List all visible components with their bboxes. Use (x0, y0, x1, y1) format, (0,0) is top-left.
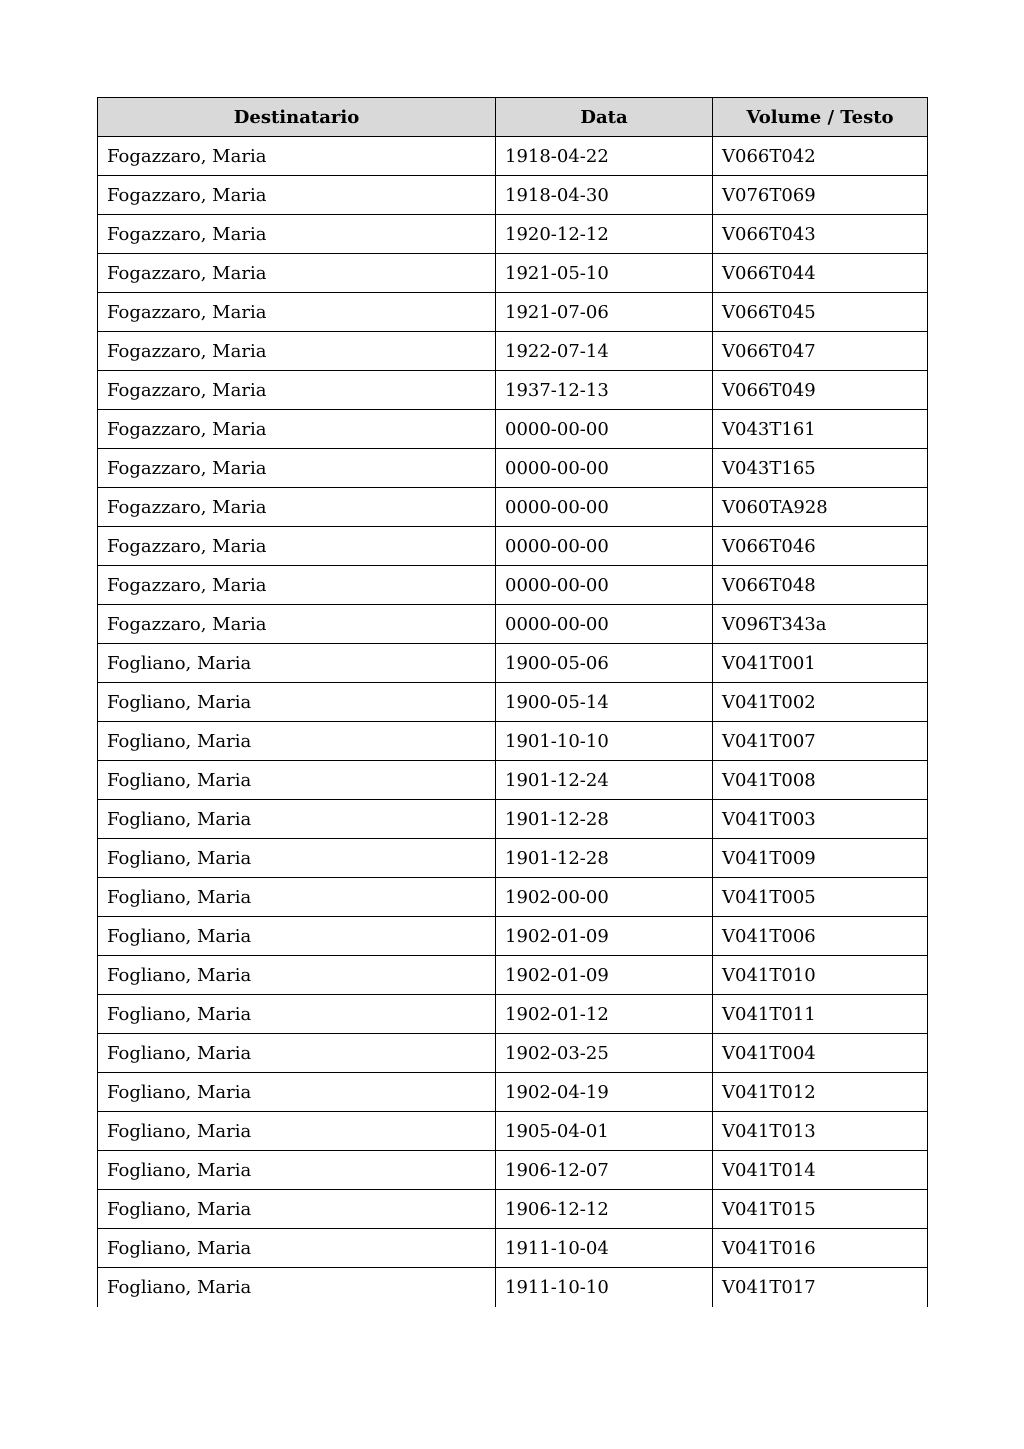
data-cell: 1902-01-09 (496, 956, 713, 995)
destinatario-cell: Fogliano, Maria (98, 917, 496, 956)
table-row (98, 176, 928, 215)
destinatario-cell: Fogliano, Maria (98, 1151, 496, 1190)
data-cell: 1922-07-14 (496, 332, 713, 371)
table-header (98, 98, 928, 137)
volume-testo-cell: V066T044 (713, 254, 928, 293)
destinatario-cell: Fogazzaro, Maria (98, 566, 496, 605)
volume-testo-cell: V041T014 (713, 1151, 928, 1190)
volume-testo-cell: V066T043 (713, 215, 928, 254)
letters-index-table-wrapper (97, 97, 927, 1307)
volume-testo-cell: V041T006 (713, 917, 928, 956)
data-cell: 1918-04-22 (496, 137, 713, 176)
destinatario-cell: Fogazzaro, Maria (98, 605, 496, 644)
volume-testo-cell: V066T045 (713, 293, 928, 332)
volume-testo-cell: V066T048 (713, 566, 928, 605)
destinatario-cell: Fogazzaro, Maria (98, 410, 496, 449)
data-cell: 1911-10-10 (496, 1268, 713, 1307)
volume-testo-cell: V043T161 (713, 410, 928, 449)
table-row (98, 332, 928, 371)
volume-testo-cell: V041T013 (713, 1112, 928, 1151)
destinatario-cell: Fogliano, Maria (98, 956, 496, 995)
table-row (98, 410, 928, 449)
destinatario-cell: Fogliano, Maria (98, 839, 496, 878)
table-body (98, 137, 928, 1307)
data-cell: 1902-04-19 (496, 1073, 713, 1112)
volume-testo-cell: V041T009 (713, 839, 928, 878)
table-row (98, 1190, 928, 1229)
volume-testo-cell: V041T004 (713, 1034, 928, 1073)
data-cell: 0000-00-00 (496, 527, 713, 566)
column-header-data: Data (496, 98, 713, 137)
data-cell: 1902-01-12 (496, 995, 713, 1034)
data-cell: 1906-12-12 (496, 1190, 713, 1229)
data-cell: 0000-00-00 (496, 566, 713, 605)
destinatario-cell: Fogliano, Maria (98, 683, 496, 722)
data-cell: 1901-12-24 (496, 761, 713, 800)
header-row (98, 98, 928, 137)
data-cell: 1920-12-12 (496, 215, 713, 254)
volume-testo-cell: V041T011 (713, 995, 928, 1034)
table-row (98, 1073, 928, 1112)
data-cell: 0000-00-00 (496, 488, 713, 527)
data-cell: 1937-12-13 (496, 371, 713, 410)
data-cell: 1902-00-00 (496, 878, 713, 917)
data-cell: 1901-12-28 (496, 800, 713, 839)
volume-testo-cell: V066T046 (713, 527, 928, 566)
data-cell: 1918-04-30 (496, 176, 713, 215)
column-header-destinatario: Destinatario (98, 98, 496, 137)
data-cell: 1902-03-25 (496, 1034, 713, 1073)
destinatario-cell: Fogliano, Maria (98, 1034, 496, 1073)
destinatario-cell: Fogazzaro, Maria (98, 176, 496, 215)
volume-testo-cell: V041T015 (713, 1190, 928, 1229)
volume-testo-cell: V041T002 (713, 683, 928, 722)
table-row (98, 1112, 928, 1151)
data-cell: 1901-10-10 (496, 722, 713, 761)
data-cell: 0000-00-00 (496, 410, 713, 449)
destinatario-cell: Fogazzaro, Maria (98, 254, 496, 293)
table-row (98, 839, 928, 878)
data-cell: 1906-12-07 (496, 1151, 713, 1190)
destinatario-cell: Fogliano, Maria (98, 1190, 496, 1229)
data-cell: 1901-12-28 (496, 839, 713, 878)
table-row (98, 488, 928, 527)
table-row (98, 1229, 928, 1268)
destinatario-cell: Fogliano, Maria (98, 644, 496, 683)
destinatario-cell: Fogliano, Maria (98, 1112, 496, 1151)
data-cell: 0000-00-00 (496, 605, 713, 644)
volume-testo-cell: V041T017 (713, 1268, 928, 1307)
volume-testo-cell: V041T012 (713, 1073, 928, 1112)
volume-testo-cell: V041T001 (713, 644, 928, 683)
destinatario-cell: Fogliano, Maria (98, 761, 496, 800)
destinatario-cell: Fogliano, Maria (98, 1268, 496, 1307)
data-cell: 1902-01-09 (496, 917, 713, 956)
data-cell: 1900-05-06 (496, 644, 713, 683)
destinatario-cell: Fogazzaro, Maria (98, 488, 496, 527)
data-cell: 1921-05-10 (496, 254, 713, 293)
table-row (98, 137, 928, 176)
table-row (98, 956, 928, 995)
table-row (98, 878, 928, 917)
table-row (98, 566, 928, 605)
volume-testo-cell: V076T069 (713, 176, 928, 215)
table-row (98, 800, 928, 839)
destinatario-cell: Fogliano, Maria (98, 1073, 496, 1112)
table-row (98, 371, 928, 410)
volume-testo-cell: V041T008 (713, 761, 928, 800)
volume-testo-cell: V066T042 (713, 137, 928, 176)
table-row (98, 683, 928, 722)
table-row (98, 1151, 928, 1190)
volume-testo-cell: V041T003 (713, 800, 928, 839)
destinatario-cell: Fogazzaro, Maria (98, 371, 496, 410)
table-row (98, 1034, 928, 1073)
volume-testo-cell: V066T047 (713, 332, 928, 371)
destinatario-cell: Fogliano, Maria (98, 878, 496, 917)
table-row (98, 761, 928, 800)
data-cell: 1911-10-04 (496, 1229, 713, 1268)
table-row (98, 644, 928, 683)
data-cell: 1905-04-01 (496, 1112, 713, 1151)
data-cell: 1900-05-14 (496, 683, 713, 722)
data-cell: 1921-07-06 (496, 293, 713, 332)
destinatario-cell: Fogazzaro, Maria (98, 137, 496, 176)
table-row (98, 215, 928, 254)
table-row (98, 293, 928, 332)
volume-testo-cell: V066T049 (713, 371, 928, 410)
table-row (98, 917, 928, 956)
destinatario-cell: Fogazzaro, Maria (98, 449, 496, 488)
volume-testo-cell: V041T007 (713, 722, 928, 761)
data-cell: 0000-00-00 (496, 449, 713, 488)
destinatario-cell: Fogliano, Maria (98, 1229, 496, 1268)
table-row (98, 254, 928, 293)
destinatario-cell: Fogliano, Maria (98, 800, 496, 839)
table-row (98, 722, 928, 761)
volume-testo-cell: V041T005 (713, 878, 928, 917)
column-header-volume-testo: Volume / Testo (713, 98, 928, 137)
destinatario-cell: Fogazzaro, Maria (98, 332, 496, 371)
volume-testo-cell: V041T016 (713, 1229, 928, 1268)
destinatario-cell: Fogazzaro, Maria (98, 527, 496, 566)
table-row (98, 527, 928, 566)
letters-index-table (97, 97, 928, 1307)
table-row (98, 605, 928, 644)
volume-testo-cell: V060TA928 (713, 488, 928, 527)
table-row (98, 449, 928, 488)
volume-testo-cell: V096T343a (713, 605, 928, 644)
volume-testo-cell: V043T165 (713, 449, 928, 488)
volume-testo-cell: V041T010 (713, 956, 928, 995)
destinatario-cell: Fogazzaro, Maria (98, 215, 496, 254)
destinatario-cell: Fogazzaro, Maria (98, 293, 496, 332)
destinatario-cell: Fogliano, Maria (98, 722, 496, 761)
destinatario-cell: Fogliano, Maria (98, 995, 496, 1034)
table-row (98, 1268, 928, 1307)
table-row (98, 995, 928, 1034)
